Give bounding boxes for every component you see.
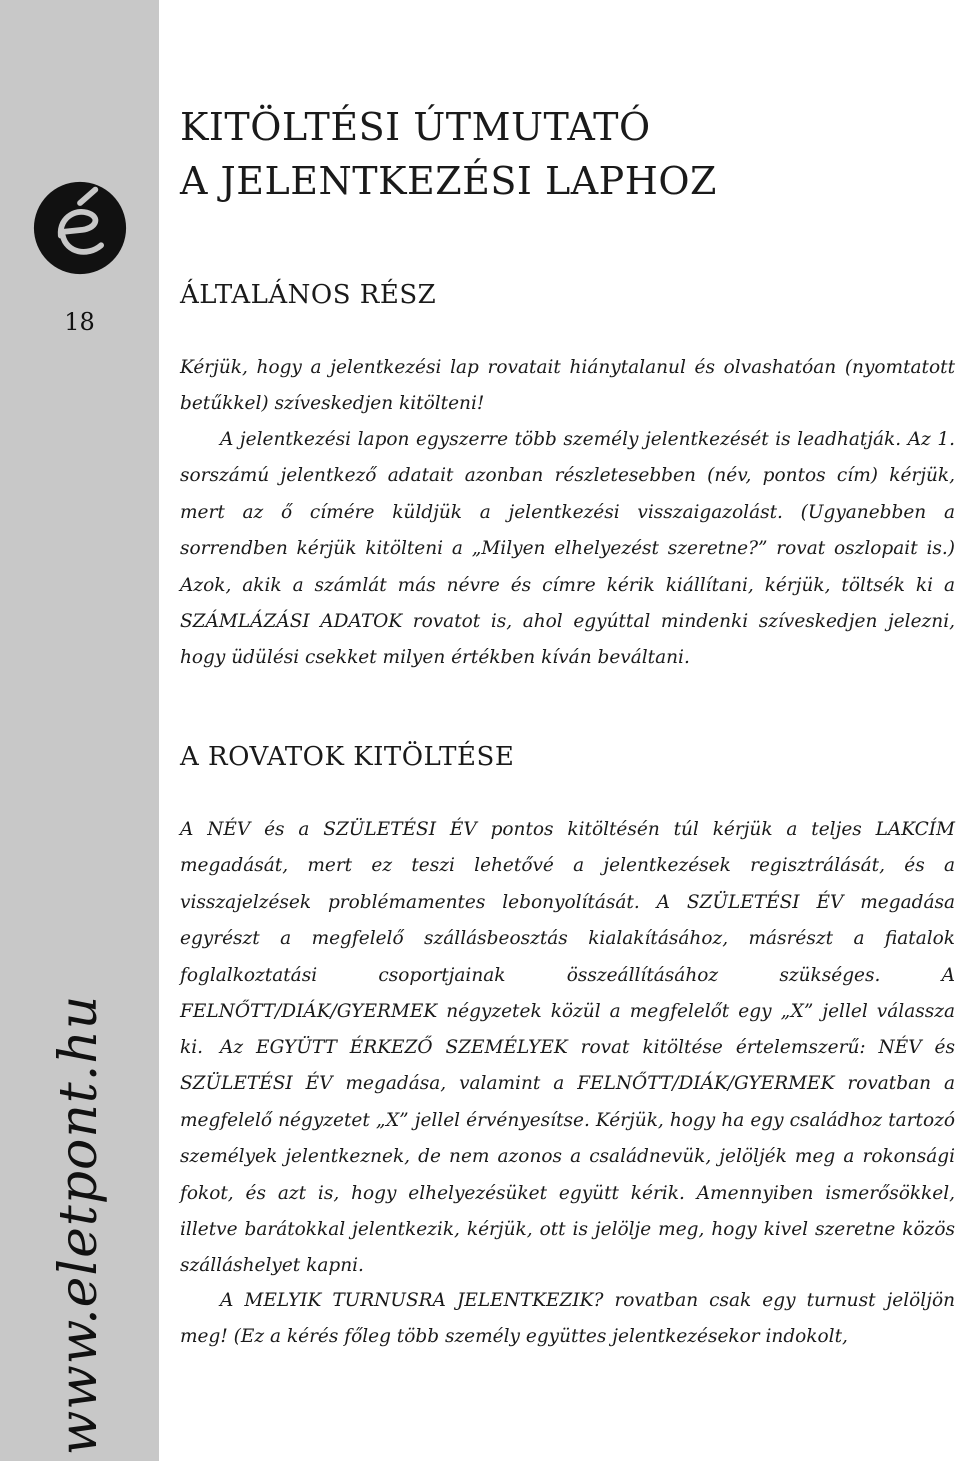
title-line-2: A JELENTKEZÉSI LAPHOZ [180,159,717,203]
sidebar [0,0,159,1461]
website-url: www.eletpont.hu [49,994,109,1456]
paragraph: Az EGYÜTT ÉRKEZŐ SZEMÉLYEK rovat kitöltése értelemszerű: NÉV és SZÜLETÉSI ÉV megadása, valamint a FELNŐTT/DIÁK/GYERMEK rovatban a megfelelő négyzetet „X” jellel érvényesítse. Kérjük, hogy ha egy családhoz tartozó személyek jelentkeznek, de nem azonos a családnevük, jelöljék meg a rokonsági fokot, és azt is, hogy elhelyezésüket együtt kérik. Amennyiben ismerősökkel, illetve barátokkal jelentkezik, kérjük, ott is jelölje meg, hogy kivel szeretne közös szálláshelyet kapni. [180,1037,955,1277]
paragraph: A NÉV és a SZÜLETÉSI ÉV pontos kitöltésén túl kérjük a teljes LAKCÍM megadását, mert ez teszi lehetővé a jelentkezések regisztrálását, és a visszajelzések problémamentes lebonyolítását. A SZÜLETÉSI ÉV megadása egyrészt a megfelelő szállásbeosztás kialakításához, másrészt a fiatalok foglalkoztatási csoportjainak összeállításához szükséges. A FELNŐTT/DIÁK/GYERMEK négyzetek közül a megfelelőt egy „X” jellel válassza ki. [180,819,955,1059]
section-heading-general: ÁLTALÁNOS RÉSZ [180,280,437,310]
section-heading-fields: A ROVATOK KITÖLTÉSE [180,742,515,772]
paragraph: A MELYIK TURNUSRA JELENTKEZIK? rovatban csak egy turnust jelöljön meg! (Ez a kérés főleg több személy együttes jelentkezésekor indokolt, [180,1290,955,1348]
page-title [180,100,717,208]
page-number: 18 [64,308,95,336]
title-line-1: KITÖLTÉSI ÚTMUTATÓ [180,105,651,149]
e-acute-logo-icon [32,180,128,276]
paragraph: Kérjük, hogy a jelentkezési lap rovatait hiánytalanul és olvashatóan (nyomtatott betűkkel) szíveskedjen kitölteni! [180,357,955,415]
paragraph: A jelentkezési lapon egyszerre több személy jelentkezését is leadhatják. Az 1. sorszámú jelentkező adatait azonban részletesebben (név, pontos cím) kérjük, mert az ő címére küldjük a jelentkezési visszaigazolást. (Ugyanebben a sorrendben kérjük kitölteni a „Milyen elhelyezést szeretne?” rovat oszlopait is.) Azok, akik a számlát más névre és címre kérik kiállítani, kérjük, töltsék ki a SZÁMLÁZÁSI ADATOK rovatot is, ahol egyúttal mindenki szíveskedjen jelezni, hogy üdülési csekket milyen értékben kíván beváltani. [180,429,955,669]
